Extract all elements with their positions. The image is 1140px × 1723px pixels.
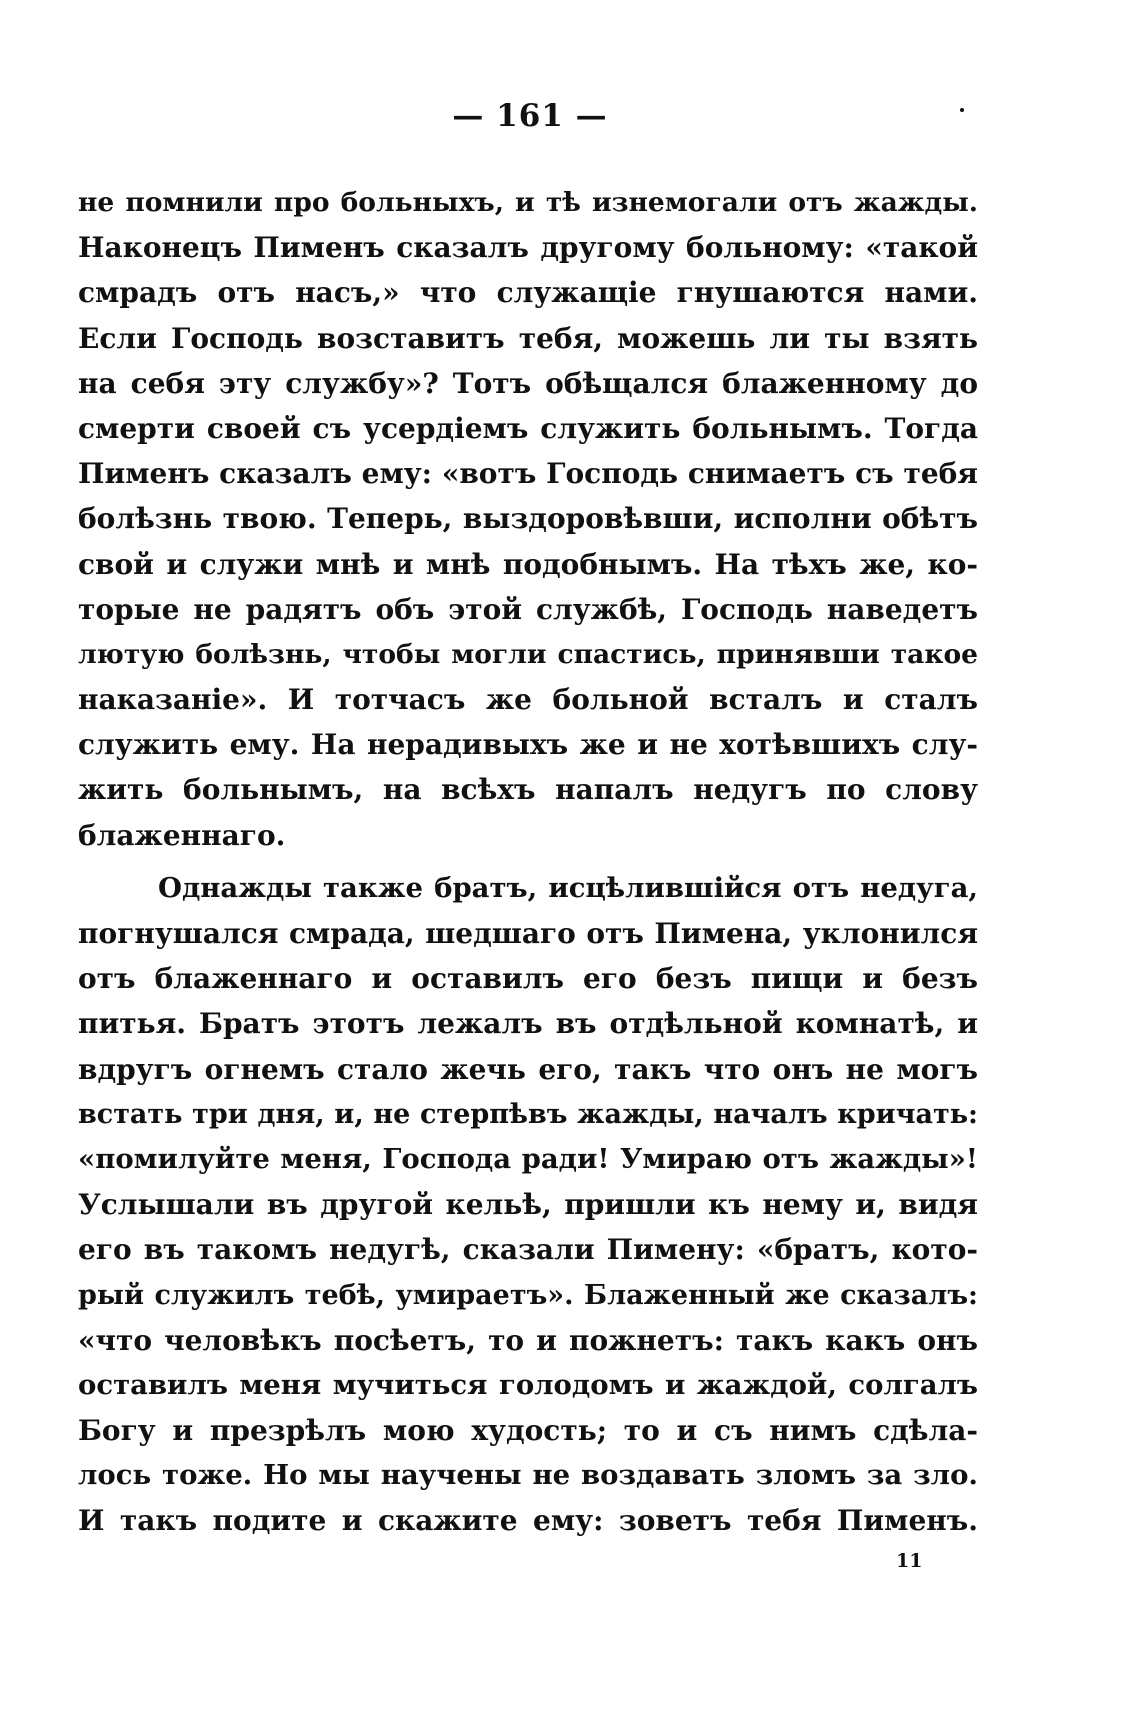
text-line: питья. Братъ этотъ лежалъ въ отдѣльной комнатѣ, и [78, 1007, 978, 1041]
text-line: смрадъ отъ насъ,» что служащіе гнушаются нами. [78, 276, 978, 310]
text-line: «что человѣкъ посѣетъ, то и пожнетъ: такъ какъ онъ [78, 1323, 978, 1357]
text-line: его въ такомъ недугѣ, сказали Пимену: «братъ, кото- [78, 1233, 978, 1267]
text-line: блаженнаго. [78, 818, 286, 852]
paragraph-1 [78, 180, 978, 858]
text-line: И такъ подите и скажите ему: зоветъ тебя Пименъ. [78, 1504, 978, 1538]
ink-speck [960, 108, 964, 112]
text-line: Услышали въ другой кельѣ, пришли къ нему и, видя [78, 1188, 978, 1222]
text-line: наказаніе». И тотчасъ же больной всталъ и сталъ [78, 683, 978, 717]
text-line: не помнили про больныхъ, и тѣ изнемогали отъ жажды. [78, 187, 978, 218]
body-text [78, 180, 978, 1544]
text-line: Пименъ сказалъ ему: «вотъ Господь снимаетъ съ тебя [78, 457, 978, 491]
text-line: на себя эту службу»? Тотъ обѣщался блаженному до [78, 366, 978, 400]
text-line: жить больнымъ, на всѣхъ напалъ недугъ по слову [78, 773, 978, 807]
signature-mark: 11 [896, 1550, 923, 1572]
text-line: рый служилъ тебѣ, умираетъ». Блаженный же сказалъ: [78, 1279, 978, 1311]
text-line: Наконецъ Пименъ сказалъ другому больному: «такой [78, 231, 978, 265]
text-line: лютую болѣзнь, чтобы могли спастись, принявши такое [78, 638, 978, 670]
text-line: Если Господь возставитъ тебя, можешь ли ты взять [78, 321, 978, 355]
text-line: погнушался смрада, шедшаго отъ Пимена, уклонился [78, 917, 978, 950]
text-line: торые не радятъ объ этой службѣ, Господь наведетъ [78, 592, 978, 626]
text-line: отъ блаженнаго и оставилъ его безъ пищи и безъ [78, 962, 978, 996]
text-line: встать три дня, и, не стерпѣвъ жажды, началъ кричать: [78, 1098, 978, 1130]
text-line: вдругъ огнемъ стало жечь его, такъ что онъ не могъ [78, 1052, 978, 1086]
text-line: свой и служи мнѣ и мнѣ подобнымъ. На тѣхъ же, ко- [78, 547, 978, 581]
text-line: служить ему. На нерадивыхъ же и не хотѣвшихъ слу- [78, 728, 978, 762]
paragraph-2 [78, 866, 978, 1544]
text-line: лось тоже. Но мы научены не воздавать зломъ за зло. [78, 1459, 978, 1492]
text-line: болѣзнь твою. Теперь, выздоровѣвши, исполни обѣтъ [78, 502, 978, 536]
text-line: Богу и презрѣлъ мою худость; то и съ нимъ сдѣла- [78, 1414, 978, 1448]
text-line: «помилуйте меня, Господа ради! Умираю отъ жажды»! [78, 1142, 978, 1175]
text-line: Однажды также братъ, исцѣлившійся отъ недуга, [158, 871, 978, 904]
page-number: — 161 — [452, 98, 608, 134]
text-line: оставилъ меня мучиться голодомъ и жаждой, солгалъ [78, 1368, 978, 1401]
text-line: смерти своей съ усердіемъ служить больнымъ. Тогда [78, 411, 978, 445]
